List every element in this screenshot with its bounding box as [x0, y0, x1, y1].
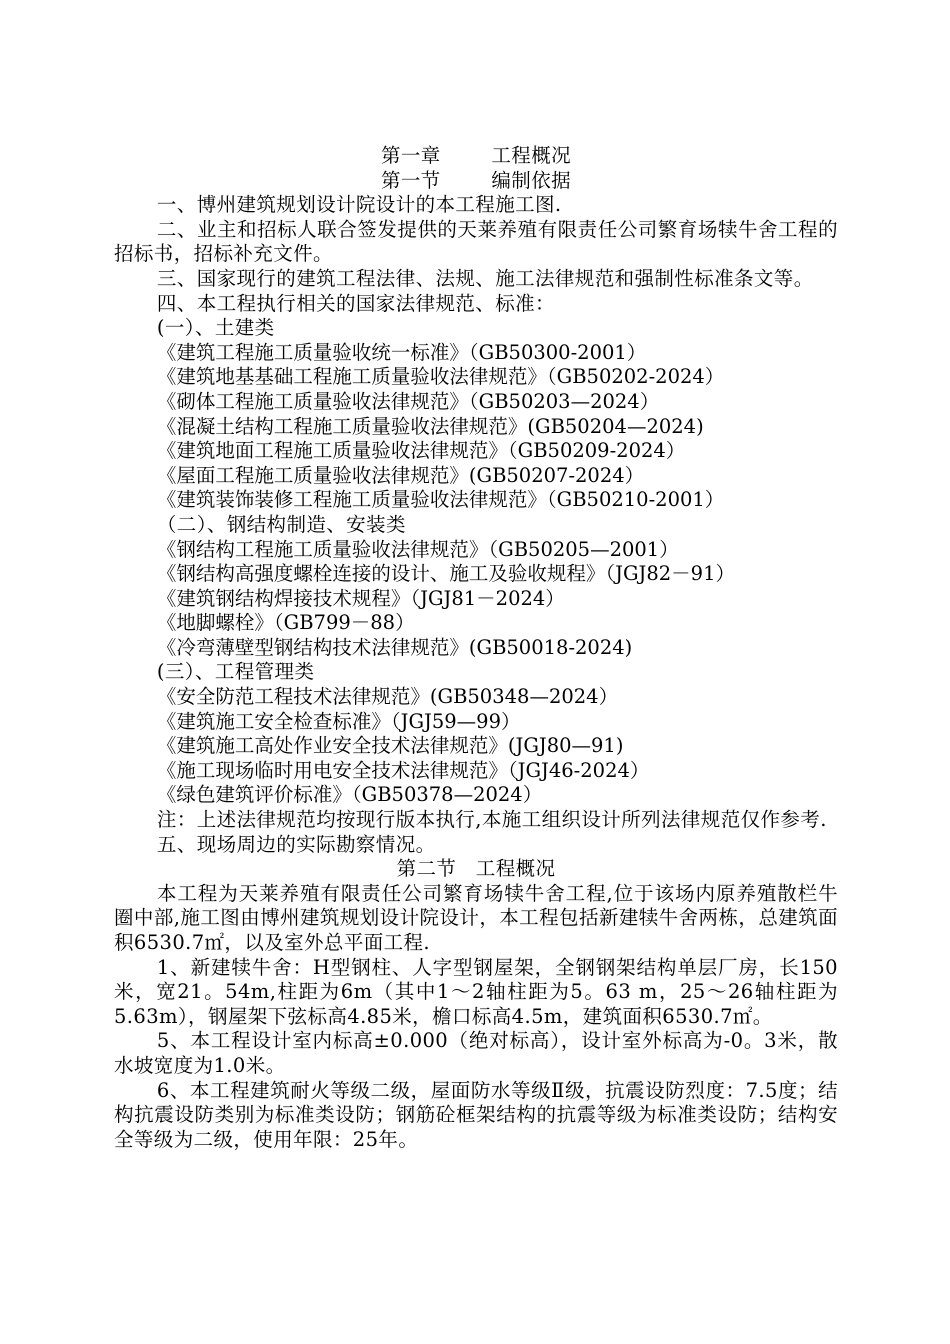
overview-paragraph: 本工程为天莱养殖有限责任公司繁育场犊牛舍工程,位于该场内原养殖散栏牛圈中部,施工图由博州建筑规划设计院设计，本工程包括新建犊牛舍两栋，总建筑面积6530.7㎡，以及室外总平面工程.	[114, 881, 838, 954]
section-title: 编制依据	[491, 168, 571, 192]
category-title: (三）、工程管理类	[156, 660, 315, 684]
overview-paragraph: 6、本工程建筑耐火等级二级，屋面防水等级Ⅱ级，抗震设防烈度：7.5度；结构抗震设防类别为标准类设防；钢筋砼框架结构的抗震等级为标准类设防；结构安全等级为二级，使用年限：25年。	[114, 1078, 838, 1151]
standard-item: 《地脚螺栓》（GB799－88）	[156, 611, 415, 635]
section-title: 工程概况	[475, 857, 556, 881]
standard-item: 《钢结构高强度螺栓连接的设计、施工及验收规程》（JGJ82－91）	[156, 562, 735, 586]
basis-item: 二、业主和招标人联合签发提供的天莱养殖有限责任公司繁育场犊牛舍工程的招标书，招标补充文件。	[114, 217, 838, 266]
basis-item: 一、博州建筑规划设计院设计的本工程施工图.	[156, 193, 562, 217]
standard-item: 《混凝土结构工程施工质量验收法律规范》(GB50204—2024)	[156, 414, 704, 438]
category-title: （二）、钢结构制造、安装类	[156, 512, 406, 536]
category-title: (一）、土建类	[156, 316, 275, 340]
standard-item: 《建筑地面工程施工质量验收法律规范》（GB50209-2024）	[156, 439, 686, 463]
chapter-title: 工程概况	[491, 144, 571, 167]
basis-item: 四、本工程执行相关的国家法律规范、标准：	[156, 291, 555, 315]
section-label: 第一节	[381, 168, 441, 192]
note-paragraph: 注：上述法律规范均按现行版本执行,本施工组织设计所列法律规范仅作参考.	[156, 808, 827, 832]
standard-item: 《冷弯薄壁型钢结构技术法律规范》(GB50018-2024)	[156, 635, 633, 659]
standard-item: 《建筑钢结构焊接技术规程》（JGJ81－2024）	[156, 586, 565, 610]
standard-item: 《建筑地基基础工程施工质量验收法律规范》（GB50202-2024）	[156, 365, 725, 389]
document-page	[114, 144, 838, 1152]
basis-item: 三、国家现行的建筑工程法律、法规、施工法律规范和强制性标准条文等。	[156, 266, 814, 290]
chapter-heading	[114, 144, 838, 169]
overview-paragraph: 5、本工程设计室内标高±0.000（绝对标高），设计室外标高为-0。3米，散水坡宽度为1.0米。	[114, 1029, 838, 1077]
standard-item: 《砌体工程施工质量验收法律规范》（GB50203—2024）	[156, 389, 660, 413]
section-heading	[114, 169, 838, 194]
standard-item: 《施工现场临时用电安全技术法律规范》（JGJ46-2024）	[156, 758, 650, 782]
overview-paragraph: 1、新建犊牛舍：H型钢柱、人字型钢屋架，全钢钢架结构单层厂房，长150米，宽21。54m,柱距为6m（其中1～2轴柱距为5。63 m，25～26轴柱距为5.63m），钢屋架下弦标高4.85米，檐口标高4.5m，建筑面积6530.7㎡。	[114, 955, 838, 1028]
standard-item: 《绿色建筑评价标准》（GB50378—2024）	[156, 783, 543, 807]
standard-item: 《建筑工程施工质量验收统一标准》（GB50300-2001）	[156, 340, 647, 364]
standard-item: 《建筑施工安全检查标准》（JGJ59—99）	[156, 709, 521, 733]
standard-item: 《屋面工程施工质量验收法律规范》(GB50207-2024）	[156, 463, 645, 487]
standard-item: 《钢结构工程施工质量验收法律规范》（GB50205—2001）	[156, 537, 679, 561]
standard-item: 《建筑施工高处作业安全技术法律规范》(JGJ80—91)	[156, 734, 624, 758]
section-heading	[114, 857, 838, 882]
standard-item: 《建筑装饰装修工程施工质量验收法律规范》（GB50210-2001）	[156, 488, 725, 512]
basis-item: 五、现场周边的实际勘察情况。	[156, 832, 436, 856]
section-label: 第二节	[396, 857, 457, 881]
chapter-label: 第一章	[381, 144, 441, 167]
standard-item: 《安全防范工程技术法律规范》(GB50348—2024）	[156, 685, 619, 709]
